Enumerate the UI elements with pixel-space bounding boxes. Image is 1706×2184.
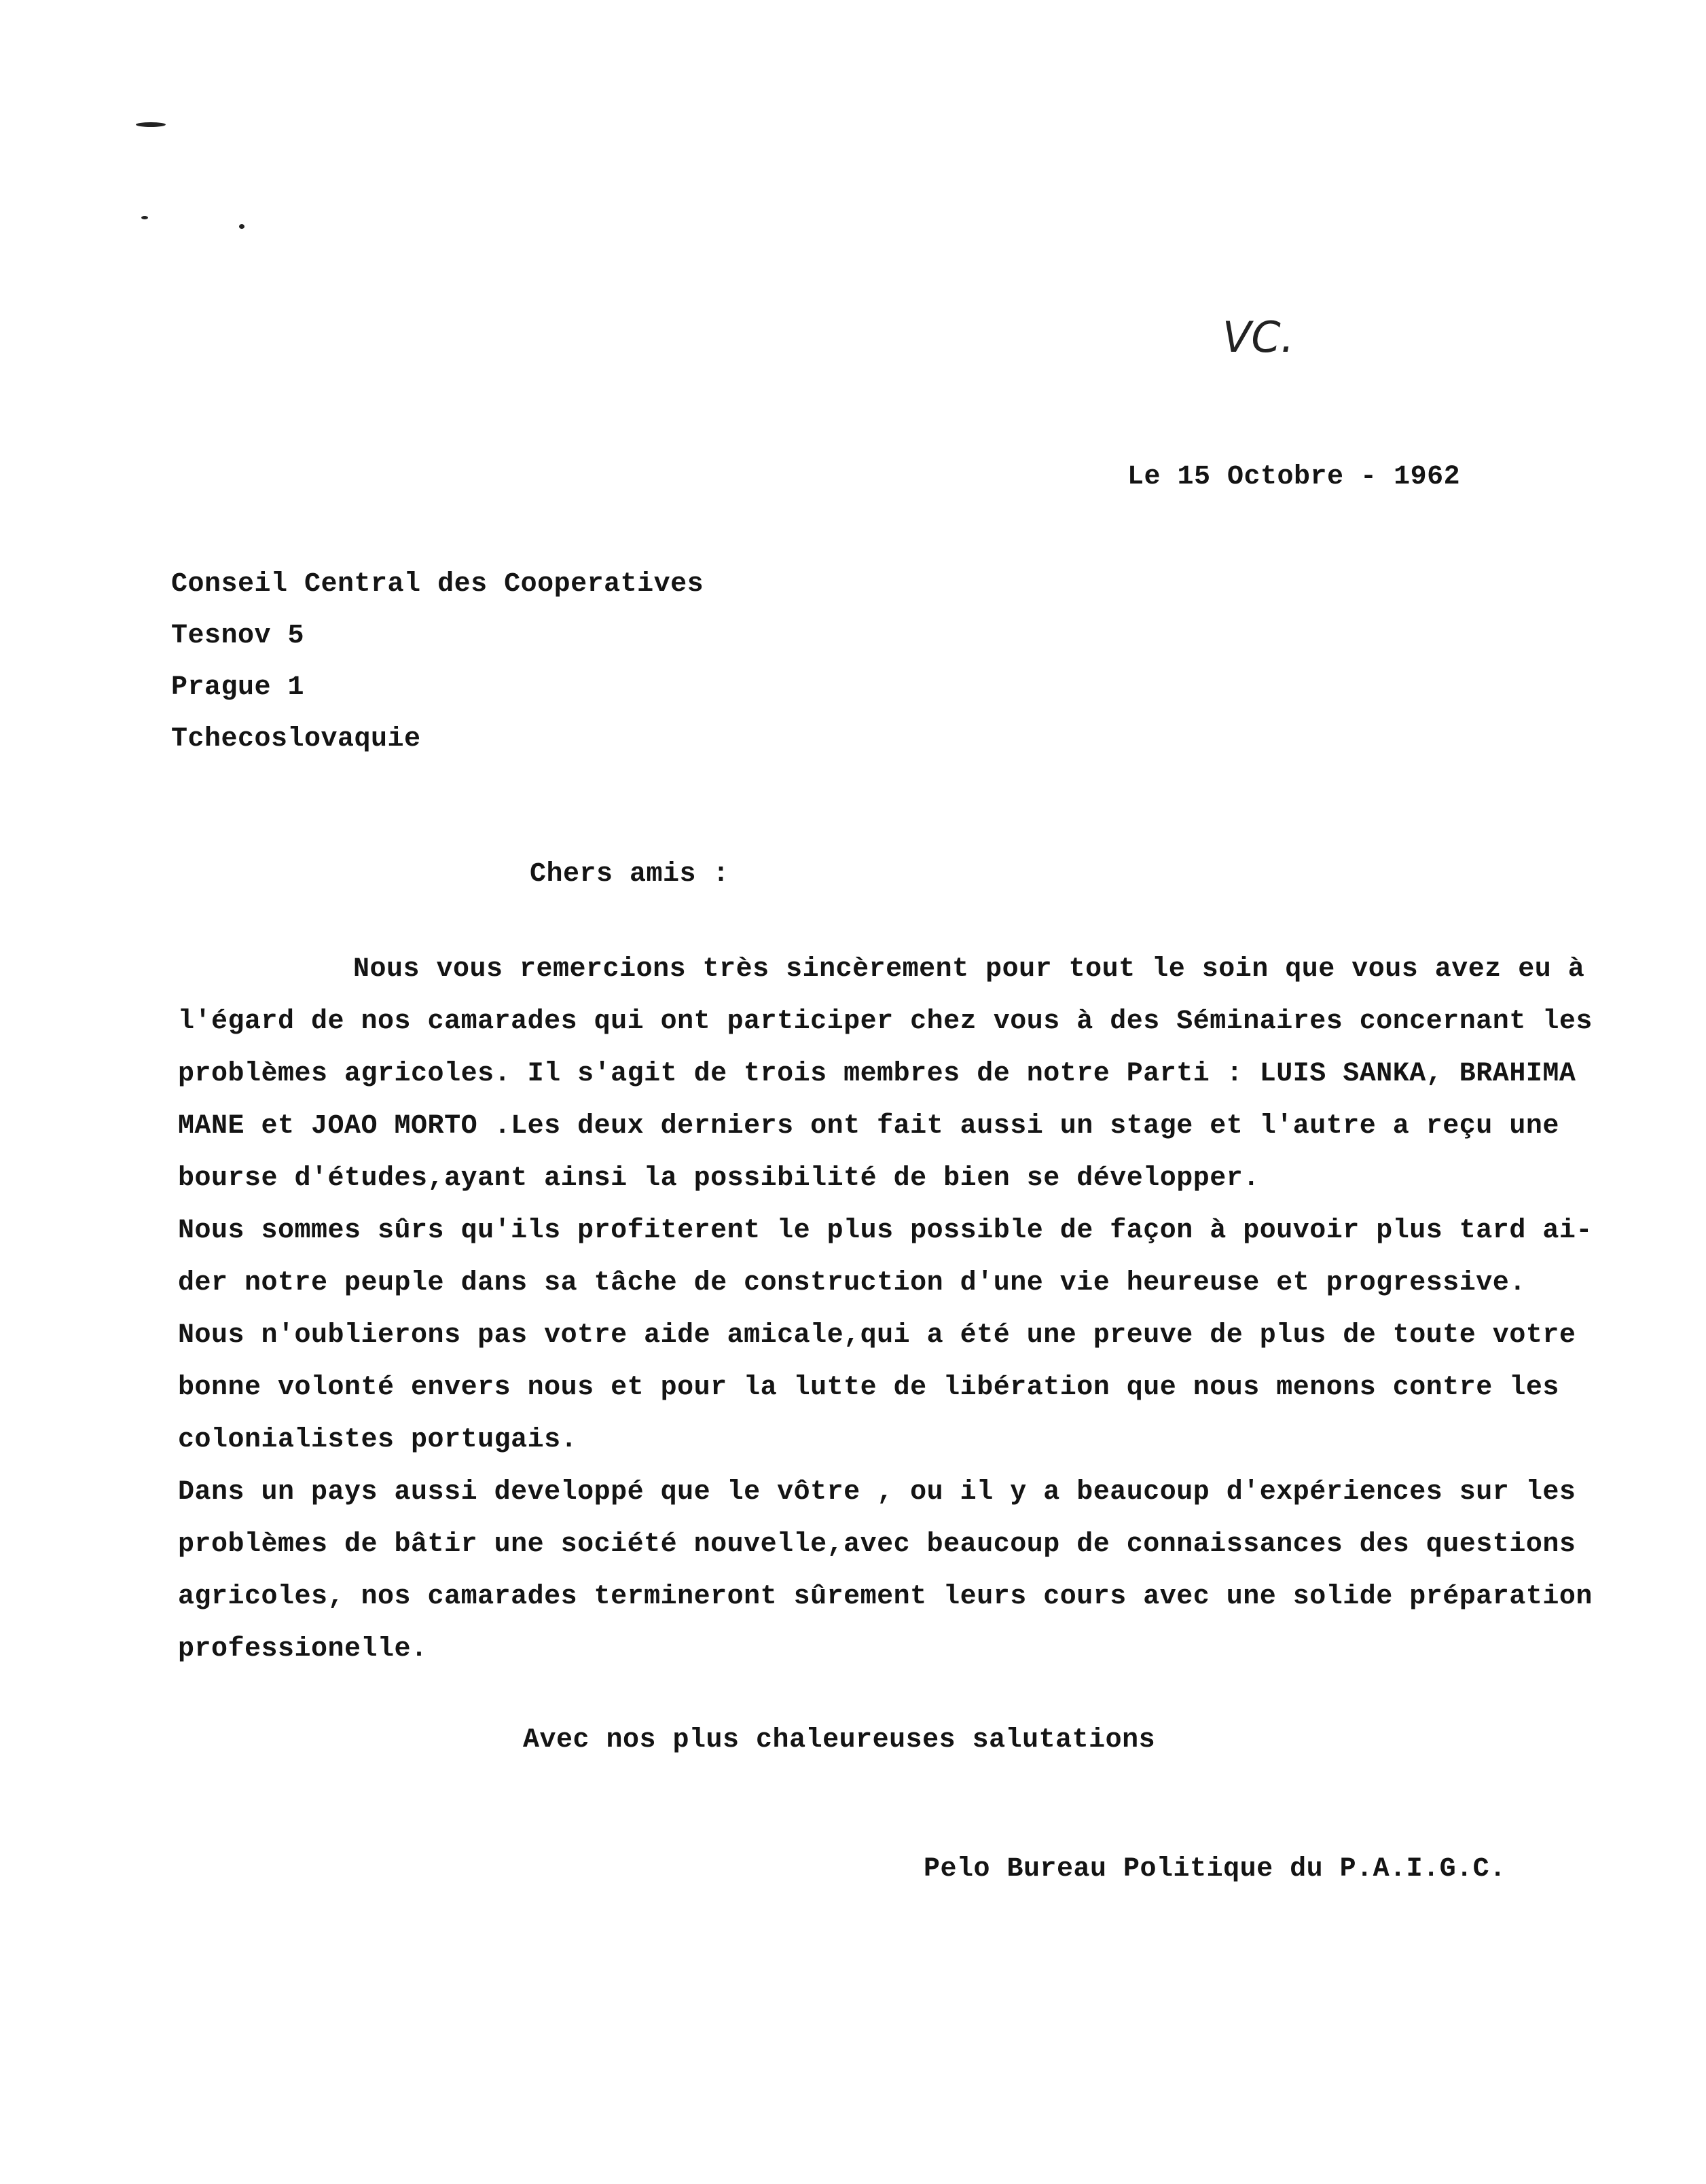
scan-speck [141,216,148,219]
body-line: Nous vous remercions très sincèrement pour tout le soin que vous avez eu à [353,954,1585,985]
body-line: agricoles, nos camarades termineront sûrement leurs cours avec une solide préparation [178,1582,1593,1612]
body-line: colonialistes portugais. [178,1425,578,1455]
body-line: problèmes agricoles. Il s'agit de trois membres de notre Parti : LUIS SANKA, BRAHIMA [178,1059,1576,1089]
body-line: bourse d'études,ayant ainsi la possibilité de bien se développer. [178,1163,1260,1194]
body-line: Nous n'oublierons pas votre aide amicale,qui a été une preuve de plus de toute votre [178,1320,1576,1351]
recipient-line-2: Tesnov 5 [171,621,305,651]
body-line: bonne volonté envers nous et pour la lutte de libération que nous menons contre les [178,1372,1559,1403]
scan-speck [136,122,166,127]
closing: Avec nos plus chaleureuses salutations [523,1725,1156,1755]
letter-date: Le 15 Octobre - 1962 [1127,462,1461,492]
body-line: problèmes de bâtir une société nouvelle,avec beaucoup de connaissances des questions [178,1529,1576,1560]
salutation: Chers amis : [530,859,730,890]
recipient-line-1: Conseil Central des Cooperatives [171,569,704,600]
scan-speck [239,224,244,229]
signature-line: Pelo Bureau Politique du P.A.I.G.C. [924,1854,1506,1885]
body-line: MANE et JOAO MORTO .Les deux derniers ont fait aussi un stage et l'autre a reçu une [178,1111,1559,1142]
body-line: Nous sommes sûrs qu'ils profiterent le plus possible de façon à pouvoir plus tard ai- [178,1216,1593,1246]
recipient-line-3: Prague 1 [171,672,305,703]
body-line: professionelle. [178,1634,428,1664]
body-line: der notre peuple dans sa tâche de construction d'une vie heureuse et progressive. [178,1268,1526,1298]
body-line: l'égard de nos camarades qui ont participer chez vous à des Séminaires concernant les [178,1006,1593,1037]
handwritten-initials: VC. [1222,312,1294,362]
body-line: Dans un pays aussi developpé que le vôtre , ou il y a beaucoup d'expériences sur les [178,1477,1576,1508]
recipient-line-4: Tchecoslovaquie [171,724,421,754]
